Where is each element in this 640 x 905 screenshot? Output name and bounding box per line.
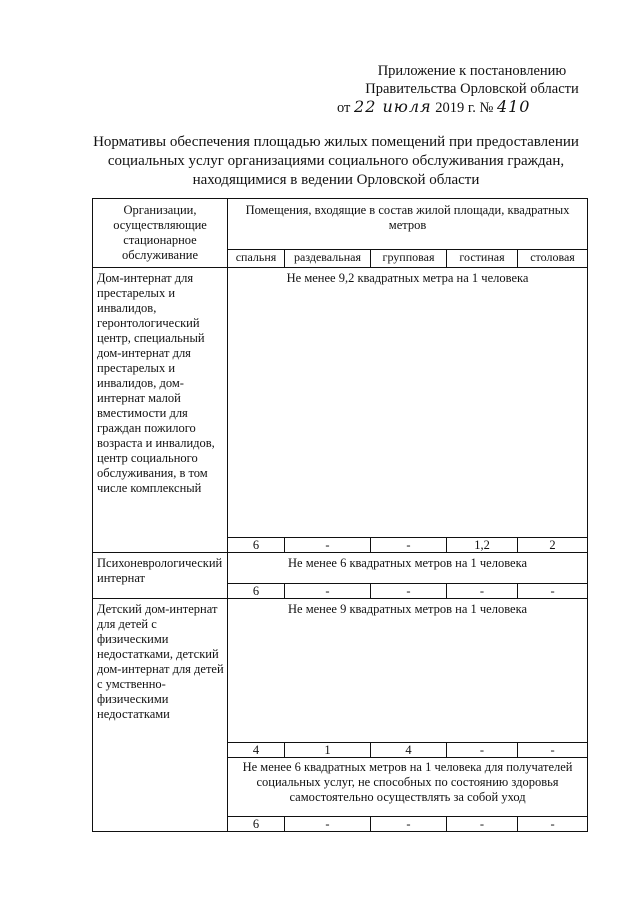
rooms-column-header: Помещения, входящие в состав жилой площади, квадратных метров xyxy=(228,199,588,250)
value-dining-room: 2 xyxy=(518,538,588,553)
header-date-line xyxy=(337,98,607,117)
column-header-dining-room: столовая xyxy=(518,250,588,268)
column-header-bedroom: спальня xyxy=(228,250,285,268)
table-row xyxy=(93,599,588,743)
header-line-1: Приложение к постановлению xyxy=(377,63,567,79)
value-bedroom: 6 xyxy=(228,584,285,599)
value-dining-room: - xyxy=(518,584,588,599)
value-group-room: - xyxy=(371,817,447,832)
value-dining-room: - xyxy=(518,817,588,832)
value-dining-room: - xyxy=(518,743,588,758)
value-dressing-room: - xyxy=(285,538,371,553)
header-line-2: Правительства Орловской области xyxy=(365,81,579,97)
value-living-room: - xyxy=(447,743,518,758)
handwritten-date: 22 июля xyxy=(354,97,432,116)
value-group-room: - xyxy=(371,538,447,553)
column-header-dressing-room: раздевальная xyxy=(285,250,371,268)
norm-cell: Не менее 6 квадратных метров на 1 человека xyxy=(228,553,588,584)
value-living-room: - xyxy=(447,817,518,832)
norm-cell: Не менее 6 квадратных метров на 1 человека для получателей социальных услуг, не способных по состоянию здоровья самостоятельно осуществлять за собой уход xyxy=(228,758,588,817)
org-name-cell: Дом-интернат для престарелых и инвалидов, геронтологический центр, специальный дом-интернат для престарелых и инвалидов, дом-интернат малой вместимости для граждан пожилого возраста и инвалидов, центр социального обслуживания, в том числе комплексный xyxy=(93,268,228,553)
value-dressing-room: 1 xyxy=(285,743,371,758)
document-header xyxy=(337,62,607,117)
handwritten-number: 410 xyxy=(496,97,531,116)
document-title: Нормативы обеспечения площадью жилых помещений при предоставлении социальных услуг организациями социального обслуживания граждан, находящимися в ведении Орловской области xyxy=(93,134,579,188)
date-year: 2019 г. № xyxy=(435,100,494,116)
org-column-header: Организации, осуществляющие стационарное обслуживание xyxy=(93,199,228,268)
value-group-room: 4 xyxy=(371,743,447,758)
value-bedroom: 6 xyxy=(228,817,285,832)
table-row xyxy=(93,553,588,584)
value-dressing-room: - xyxy=(285,584,371,599)
value-living-room: - xyxy=(447,584,518,599)
column-header-group-room: групповая xyxy=(371,250,447,268)
value-bedroom: 4 xyxy=(228,743,285,758)
table-header-row xyxy=(93,199,588,250)
value-bedroom: 6 xyxy=(228,538,285,553)
org-name-cell: Детский дом-интернат для детей с физическими недостатками, детский дом-интернат для детей с умственно-физическими недостатками xyxy=(93,599,228,832)
table-row xyxy=(93,268,588,538)
norm-cell: Не менее 9,2 квадратных метра на 1 человека xyxy=(228,268,588,538)
column-header-living-room: гостиная xyxy=(447,250,518,268)
value-group-room: - xyxy=(371,584,447,599)
value-dressing-room: - xyxy=(285,817,371,832)
norm-cell: Не менее 9 квадратных метров на 1 человека xyxy=(228,599,588,743)
org-name-cell: Психоневрологический интернат xyxy=(93,553,228,599)
norms-table xyxy=(92,198,588,832)
date-prefix: от xyxy=(337,100,351,116)
value-living-room: 1,2 xyxy=(447,538,518,553)
